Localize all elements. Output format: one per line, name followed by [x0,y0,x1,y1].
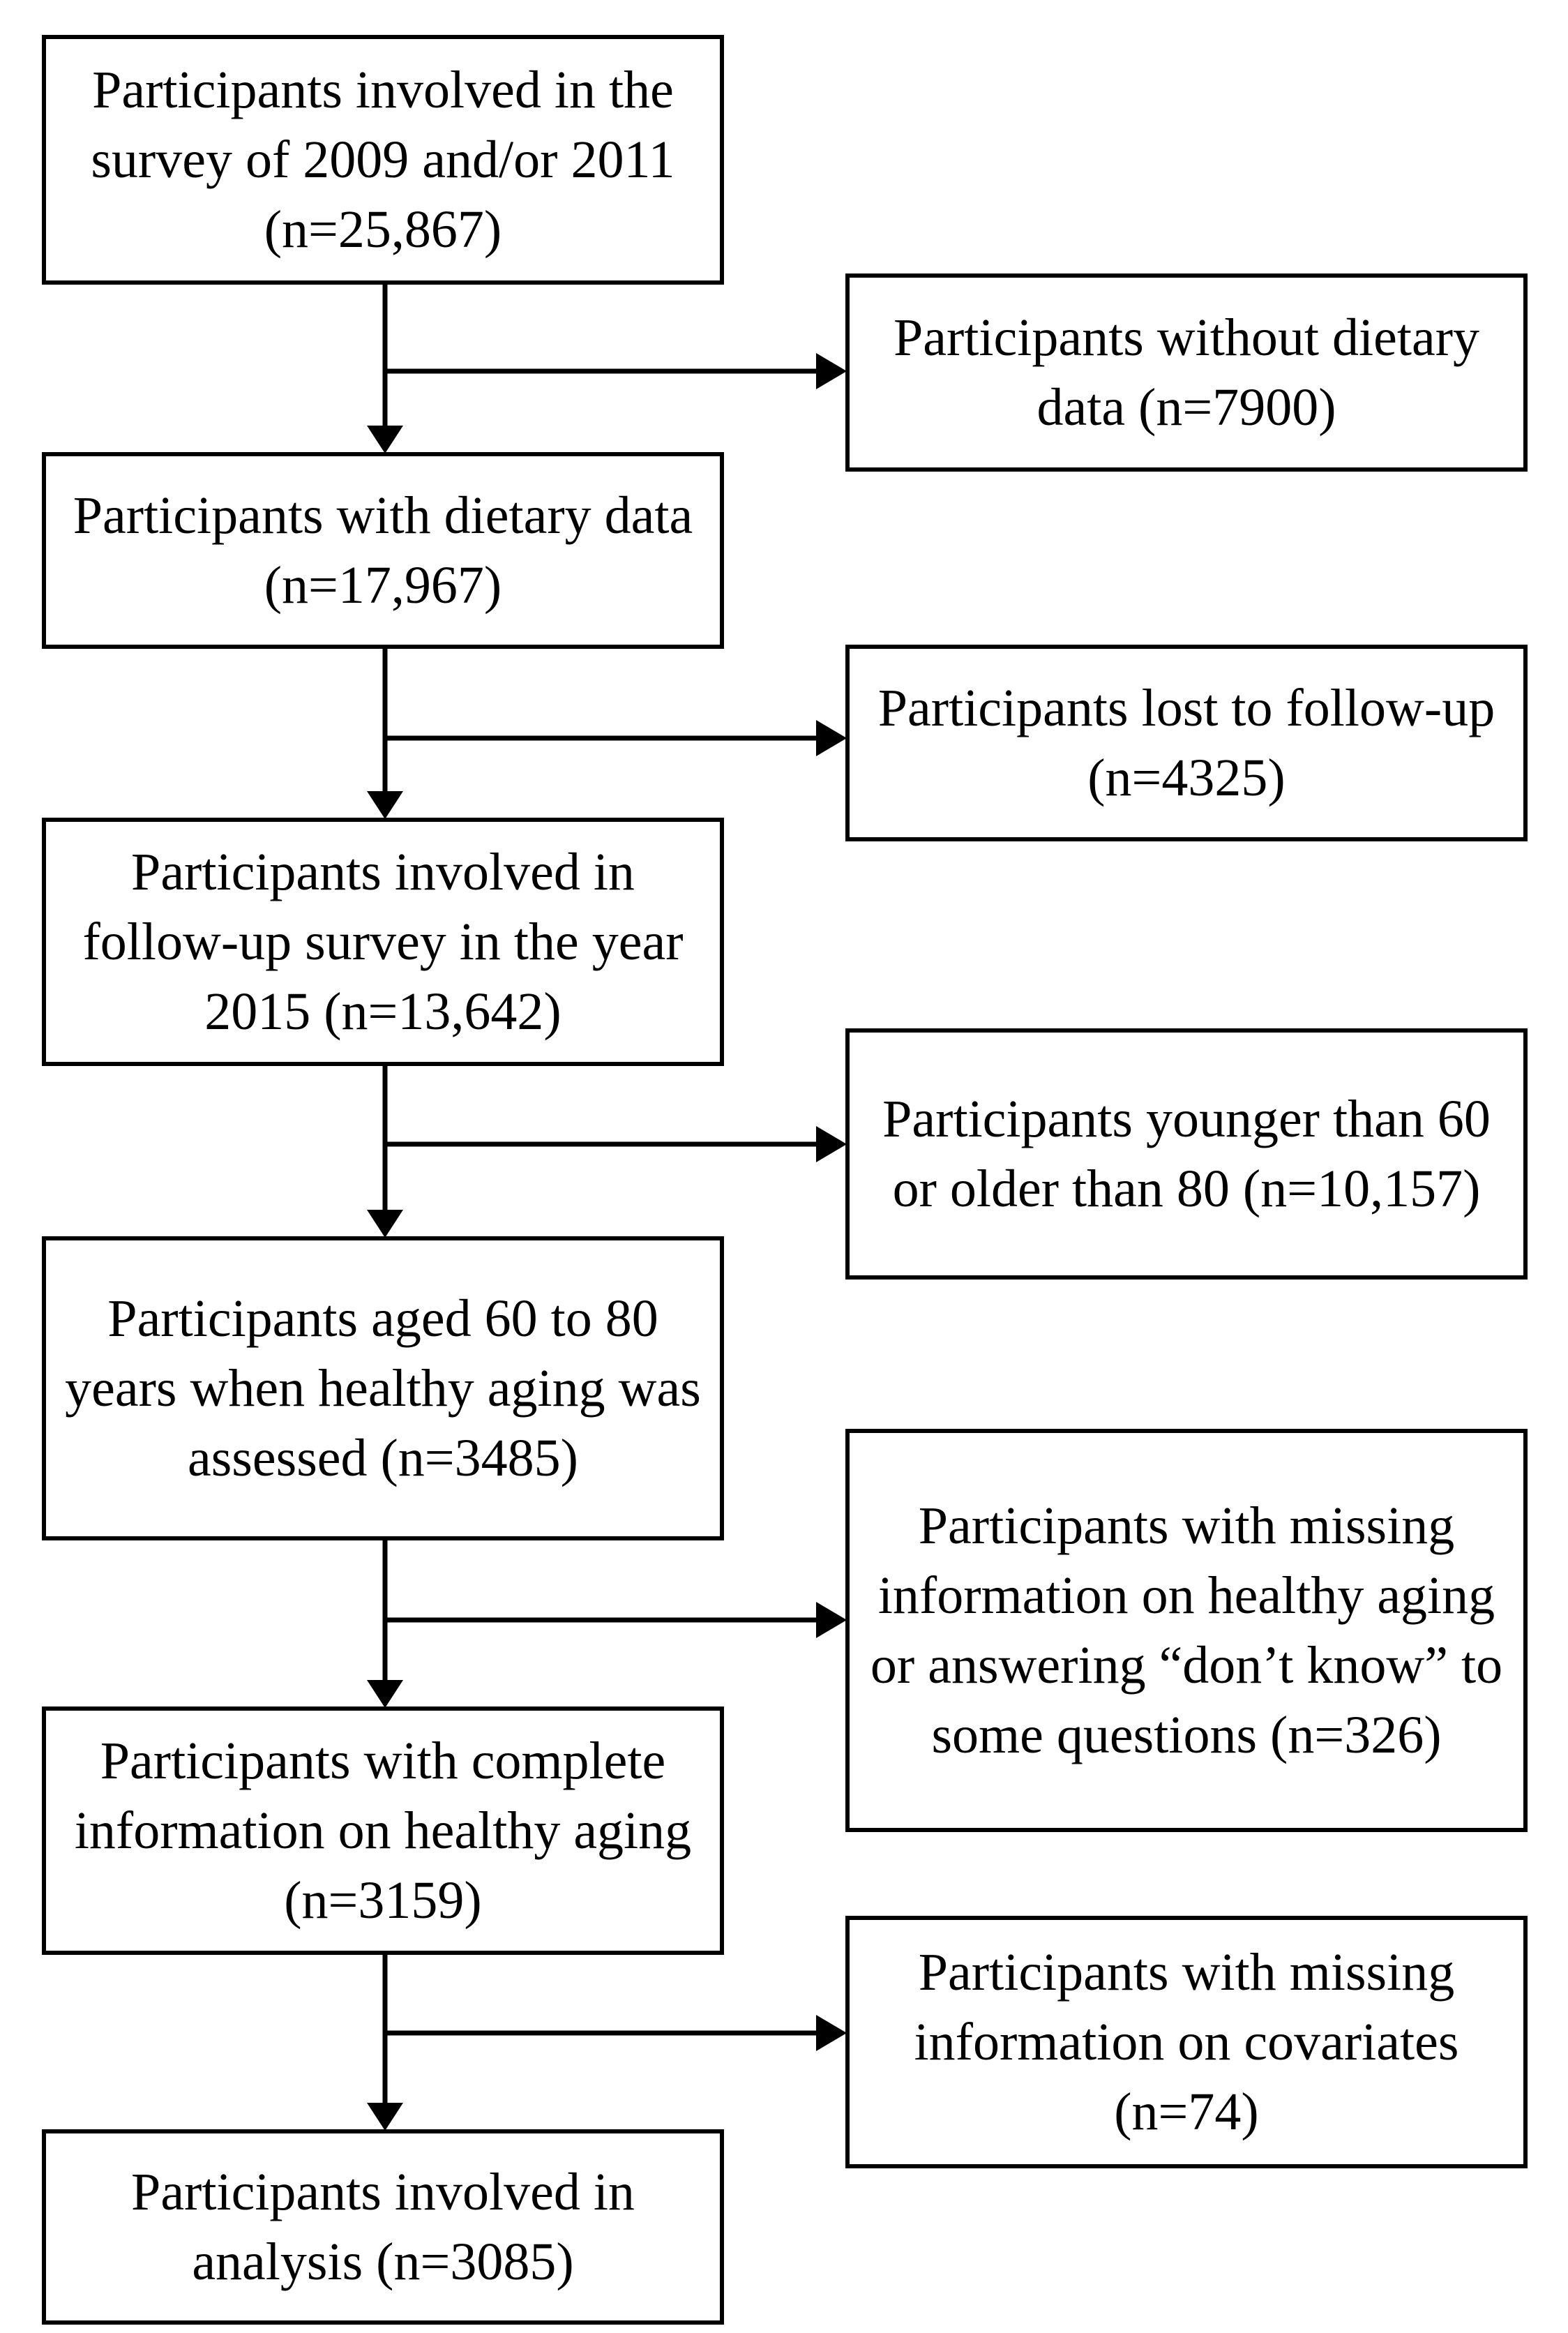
arrowhead-right-5 [816,2015,847,2051]
arrowhead-down-4 [367,1680,403,1708]
arrowhead-down-1 [367,426,403,453]
arrowhead-down-5 [367,2103,403,2131]
box-text: Participants involved in follow-up survey in the year 2015 (n=13,642) [82,843,684,1041]
box-text: Participants without dietary data (n=7900) [893,308,1480,437]
box-with-dietary-data [42,452,724,649]
box-text: Participants aged 60 to 80 years when healthy aging was assessed (n=3485) [65,1289,701,1487]
arrowhead-right-2 [816,720,847,756]
box-text: Participants involved in analysis (n=3085) [131,2163,635,2291]
box-excluded-missing-healthy-aging [845,1429,1528,1832]
box-analysis [42,2129,724,2325]
box-excluded-age [845,1028,1528,1280]
arrowhead-down-2 [367,791,403,819]
box-text: Participants with missing information on covariates (n=74) [914,1943,1459,2141]
box-excluded-lost-to-follow-up [845,645,1528,841]
box-text: Participants younger than 60 or older than 80 (n=10,157) [882,1090,1491,1218]
box-text: Participants involved in the survey of 2009 and/or 2011 (n=25,867) [91,61,675,259]
box-text: Participants with complete information on healthy aging (n=3159) [74,1732,692,1930]
box-complete-healthy-aging [42,1706,724,1955]
box-text: Participants with missing information on healthy aging or answering “don’t know” to some questions (n=326) [870,1496,1503,1764]
box-survey-participants [42,35,724,285]
box-text: Participants lost to follow-up (n=4325) [877,679,1495,807]
arrowhead-right-3 [816,1126,847,1162]
box-excluded-missing-covariates [845,1916,1528,2168]
arrowhead-right-4 [816,1602,847,1638]
arrowhead-right-1 [816,353,847,389]
box-aged-60-to-80 [42,1236,724,1540]
box-follow-up-survey [42,818,724,1066]
box-text: Participants with dietary data (n=17,967) [73,486,693,615]
arrowhead-down-3 [367,1210,403,1238]
box-excluded-no-dietary-data [845,273,1528,472]
